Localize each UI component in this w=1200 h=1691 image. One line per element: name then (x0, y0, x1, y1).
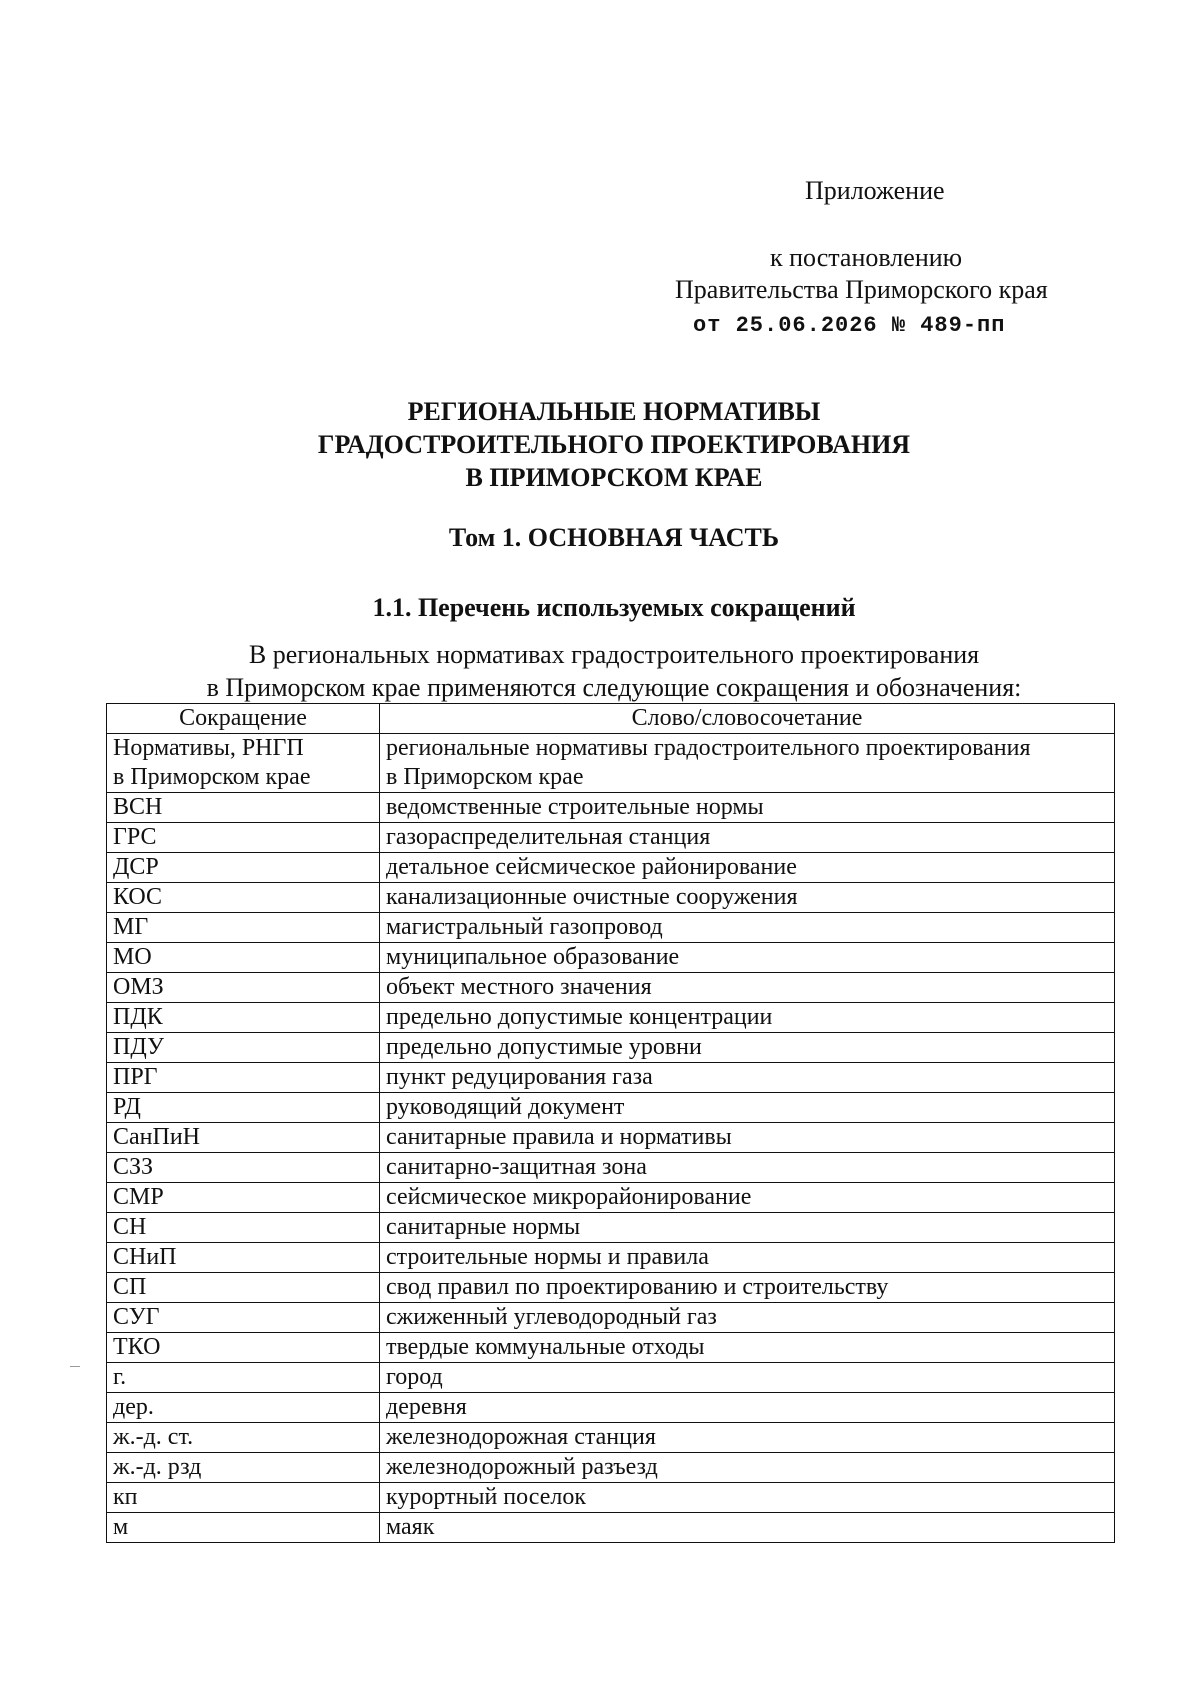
margin-mark (70, 1366, 80, 1367)
abbreviation-cell: ПДУ (107, 1033, 380, 1063)
meaning-cell: предельно допустимые концентрации (380, 1003, 1115, 1033)
abbreviation-cell: РД (107, 1093, 380, 1123)
meaning-cell: магистральный газопровод (380, 913, 1115, 943)
table-row (107, 1303, 1115, 1333)
table-row (107, 1213, 1115, 1243)
table-row (107, 1513, 1115, 1543)
meaning-cell: строительные нормы и правила (380, 1243, 1115, 1273)
table-row (107, 1363, 1115, 1393)
abbreviation-cell: ОМЗ (107, 973, 380, 1003)
abbreviation-cell: МО (107, 943, 380, 973)
table-body (107, 734, 1115, 1543)
abbreviation-cell: СанПиН (107, 1123, 380, 1153)
table-row (107, 943, 1115, 973)
abbreviation-cell: КОС (107, 883, 380, 913)
table-row (107, 1033, 1115, 1063)
intro-line: в Приморском крае применяются следующие сокращения и обозначения: (206, 673, 1022, 702)
meaning-cell: объект местного значения (380, 973, 1115, 1003)
table-row (107, 1063, 1115, 1093)
abbreviation-cell: ж.-д. ст. (107, 1423, 380, 1453)
abbreviation-cell: ГРС (107, 823, 380, 853)
volume-title: Том 1. ОСНОВНАЯ ЧАСТЬ (448, 523, 780, 552)
meaning-cell: предельно допустимые уровни (380, 1033, 1115, 1063)
table-row (107, 1393, 1115, 1423)
table-row (107, 1183, 1115, 1213)
abbreviation-cell: ТКО (107, 1333, 380, 1363)
abbreviation-cell: ДСР (107, 853, 380, 883)
meaning-cell: санитарно-защитная зона (380, 1153, 1115, 1183)
meaning-cell: железнодорожная станция (380, 1423, 1115, 1453)
abbreviation-cell: СН (107, 1213, 380, 1243)
meaning-cell: руководящий документ (380, 1093, 1115, 1123)
table-row (107, 1453, 1115, 1483)
section-title: 1.1. Перечень используемых сокращений (372, 593, 856, 622)
appendix-government: Правительства Приморского края (675, 275, 1048, 304)
meaning-cell: региональные нормативы градостроительного проектирования в Приморском крае (380, 734, 1115, 793)
abbreviation-cell: СУГ (107, 1303, 380, 1333)
abbreviation-cell: ПРГ (107, 1063, 380, 1093)
abbreviation-cell: СНиП (107, 1243, 380, 1273)
meaning-cell: ведомственные строительные нормы (380, 793, 1115, 823)
meaning-cell: детальное сейсмическое районирование (380, 853, 1115, 883)
table-row (107, 1273, 1115, 1303)
table-row (107, 853, 1115, 883)
table-header-row (107, 704, 1115, 734)
table-row (107, 734, 1115, 793)
abbreviation-cell: Нормативы, РНГП в Приморском крае (107, 734, 380, 793)
meaning-cell: муниципальное образование (380, 943, 1115, 973)
meaning-cell: деревня (380, 1393, 1115, 1423)
meaning-cell: газораспределительная станция (380, 823, 1115, 853)
table-row (107, 1483, 1115, 1513)
intro-line: В региональных нормативах градостроительного проектирования (248, 640, 980, 669)
table-row (107, 1153, 1115, 1183)
table-row (107, 1093, 1115, 1123)
table-row (107, 793, 1115, 823)
document-title (0, 395, 1200, 494)
table-row (107, 913, 1115, 943)
meaning-cell: санитарные правила и нормативы (380, 1123, 1115, 1153)
table-row (107, 1333, 1115, 1363)
abbreviation-cell: ж.-д. рзд (107, 1453, 380, 1483)
meaning-cell: канализационные очистные сооружения (380, 883, 1115, 913)
abbreviation-cell: СМР (107, 1183, 380, 1213)
meaning-cell: сейсмическое микрорайонирование (380, 1183, 1115, 1213)
table-row (107, 1003, 1115, 1033)
appendix-resolution: к постановлению (770, 243, 963, 272)
table-row (107, 1423, 1115, 1453)
abbreviation-cell: м (107, 1513, 380, 1543)
abbreviation-cell: МГ (107, 913, 380, 943)
table-row (107, 1243, 1115, 1273)
meaning-cell: твердые коммунальные отходы (380, 1333, 1115, 1363)
abbreviation-cell: г. (107, 1363, 380, 1393)
table-row (107, 1123, 1115, 1153)
meaning-cell: курортный поселок (380, 1483, 1115, 1513)
abbreviation-cell: СЗЗ (107, 1153, 380, 1183)
abbreviation-cell: ПДК (107, 1003, 380, 1033)
appendix-label: Приложение (805, 176, 945, 205)
abbreviations-table (106, 703, 1115, 1543)
abbreviation-cell: дер. (107, 1393, 380, 1423)
table-row (107, 823, 1115, 853)
meaning-cell: свод правил по проектированию и строительству (380, 1273, 1115, 1303)
meaning-cell: город (380, 1363, 1115, 1393)
column-header-meaning: Слово/словосочетание (380, 704, 1115, 734)
document-title-line: РЕГИОНАЛЬНЫЕ НОРМАТИВЫ (407, 397, 821, 426)
column-header-abbreviation: Сокращение (107, 704, 380, 734)
meaning-cell: сжиженный углеводородный газ (380, 1303, 1115, 1333)
meaning-cell: санитарные нормы (380, 1213, 1115, 1243)
meaning-cell: маяк (380, 1513, 1115, 1543)
abbreviation-cell: ВСН (107, 793, 380, 823)
table-row (107, 973, 1115, 1003)
abbreviation-cell: кп (107, 1483, 380, 1513)
document-title-line: ГРАДОСТРОИТЕЛЬНОГО ПРОЕКТИРОВАНИЯ (317, 430, 911, 459)
table-row (107, 883, 1115, 913)
appendix-date-number: от 25.06.2026 № 489-пп (693, 313, 1006, 338)
meaning-cell: пункт редуцирования газа (380, 1063, 1115, 1093)
document-title-line: В ПРИМОРСКОМ КРАЕ (465, 463, 763, 492)
intro-paragraph (0, 638, 1200, 704)
abbreviation-cell: СП (107, 1273, 380, 1303)
meaning-cell: железнодорожный разъезд (380, 1453, 1115, 1483)
